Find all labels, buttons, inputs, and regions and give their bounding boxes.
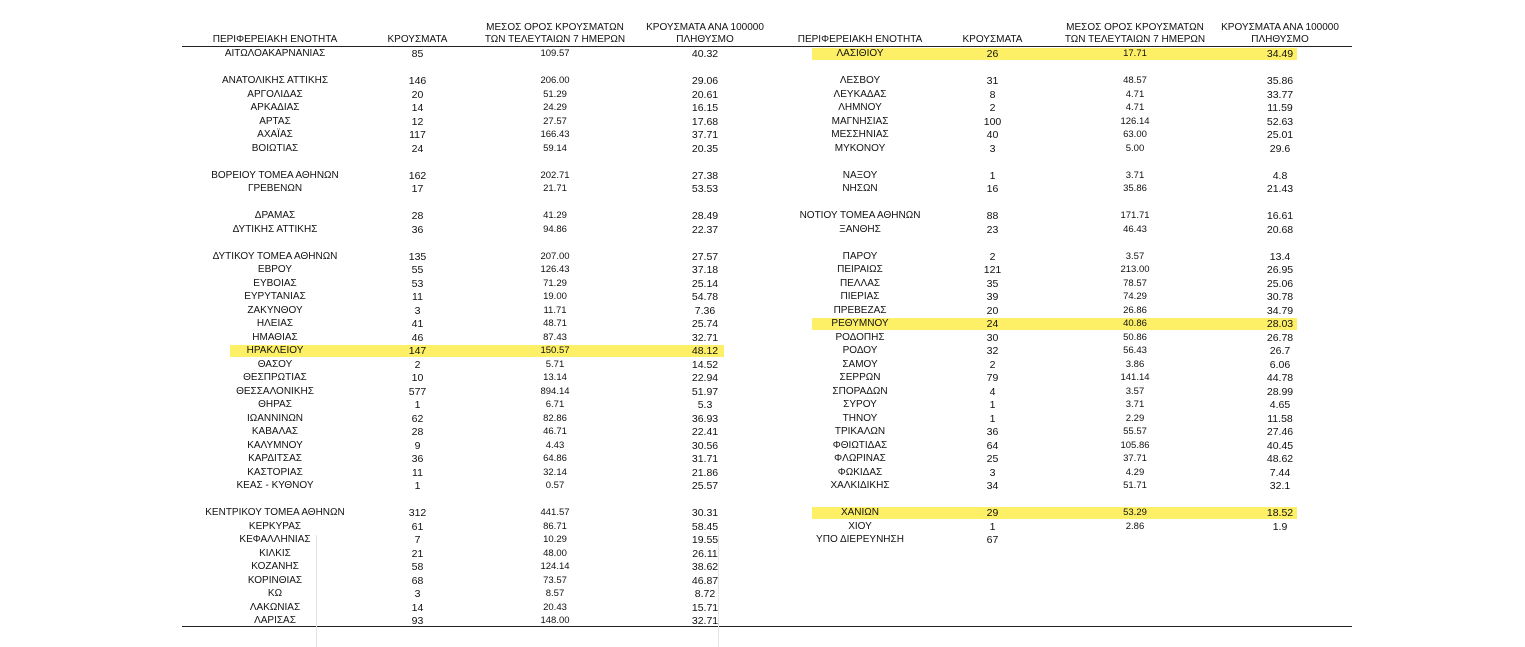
per-100k-cell: 21.43 bbox=[1266, 183, 1294, 195]
region-name-cell: ΒΟΙΩΤΙΑΣ bbox=[251, 142, 299, 154]
avg-7day-cell: 4.43 bbox=[545, 439, 565, 451]
per-100k-cell: 11.58 bbox=[1267, 412, 1293, 425]
cases-cell: 146 bbox=[408, 75, 427, 87]
region-name-cell: ΑΧΑΪΑΣ bbox=[257, 129, 293, 140]
region-name-cell: ΖΑΚΥΝΘΟΥ bbox=[247, 304, 303, 316]
cases-cell: 20 bbox=[411, 88, 424, 101]
region-name-cell: ΠΕΛΛΑΣ bbox=[839, 277, 881, 289]
avg-7day-cell: 213.00 bbox=[1120, 264, 1150, 275]
cases-cell: 117 bbox=[409, 129, 426, 141]
cases-cell: 1 bbox=[414, 480, 421, 492]
avg-7day-cell: 48.71 bbox=[543, 318, 567, 329]
per-100k-cell: 54.78 bbox=[691, 291, 719, 303]
cases-cell: 14 bbox=[411, 102, 424, 114]
avg-7day-cell: 51.29 bbox=[543, 88, 567, 100]
region-name-cell: ΘΑΣΟΥ bbox=[257, 358, 293, 370]
cases-cell: 7 bbox=[414, 534, 421, 546]
avg-7day-cell: 109.57 bbox=[540, 48, 570, 59]
per-100k-cell: 30.31 bbox=[691, 507, 719, 519]
avg-7day-cell: 55.57 bbox=[1123, 426, 1147, 437]
avg-7day-cell: 94.86 bbox=[543, 223, 567, 235]
left-header-per-line1: ΚΡΟΥΣΜΑΤΑ ΑΝΑ 100000 bbox=[646, 22, 764, 33]
region-name-cell: ΝΗΣΩΝ bbox=[842, 183, 878, 194]
cases-cell: 11 bbox=[412, 466, 423, 479]
avg-7day-cell: 32.14 bbox=[543, 466, 567, 478]
cases-cell: 34 bbox=[986, 480, 999, 492]
avg-7day-cell: 206.00 bbox=[540, 75, 570, 86]
per-100k-cell: 27.38 bbox=[691, 169, 719, 182]
cases-cell: 3 bbox=[414, 304, 421, 317]
region-name-cell: ΔΥΤΙΚΗΣ ΑΤΤΙΚΗΣ bbox=[232, 223, 318, 235]
region-name-cell: ΚΕΦΑΛΛΗΝΙΑΣ bbox=[239, 534, 311, 545]
per-100k-cell: 51.97 bbox=[691, 385, 719, 398]
per-100k-cell: 37.71 bbox=[691, 129, 719, 141]
per-100k-cell: 32.71 bbox=[691, 615, 719, 627]
cases-cell: 3 bbox=[989, 466, 996, 479]
per-100k-cell: 37.18 bbox=[691, 264, 719, 276]
avg-7day-cell: 207.00 bbox=[540, 250, 570, 262]
per-100k-cell: 46.87 bbox=[691, 574, 719, 587]
region-name-cell: ΣΕΡΡΩΝ bbox=[839, 372, 881, 383]
region-name-cell: ΣΥΡΟΥ bbox=[843, 399, 877, 410]
region-name-cell: ΡΕΘΥΜΝΟΥ bbox=[831, 318, 889, 329]
per-100k-cell: 29.6 bbox=[1269, 142, 1291, 155]
avg-7day-cell: 171.71 bbox=[1120, 210, 1150, 221]
avg-7day-cell: 3.71 bbox=[1125, 169, 1145, 181]
cases-cell: 64 bbox=[986, 439, 999, 452]
avg-7day-cell: 105.86 bbox=[1120, 439, 1150, 451]
region-name-cell: ΞΑΝΘΗΣ bbox=[839, 223, 881, 235]
region-name-cell: ΔΡΑΜΑΣ bbox=[254, 210, 296, 221]
per-100k-cell: 44.78 bbox=[1266, 372, 1294, 384]
region-name-cell: ΑΡΓΟΛΙΔΑΣ bbox=[247, 88, 303, 100]
per-100k-cell: 26.11 bbox=[692, 547, 718, 560]
per-100k-cell: 40.32 bbox=[691, 48, 719, 60]
per-100k-cell: 16.61 bbox=[1266, 210, 1294, 222]
per-100k-cell: 35.86 bbox=[1266, 75, 1294, 87]
region-name-cell: ΚΙΛΚΙΣ bbox=[259, 547, 291, 559]
avg-7day-cell: 51.71 bbox=[1123, 480, 1147, 491]
cases-cell: 36 bbox=[411, 223, 424, 236]
avg-7day-cell: 87.43 bbox=[543, 331, 567, 343]
cases-cell: 85 bbox=[411, 48, 424, 60]
avg-7day-cell: 202.71 bbox=[540, 169, 570, 181]
region-name-cell: ΛΑΣΙΘΙΟΥ bbox=[836, 48, 884, 59]
per-100k-cell: 38.62 bbox=[691, 561, 719, 573]
region-name-cell: ΚΑΣΤΟΡΙΑΣ bbox=[247, 466, 303, 478]
cases-cell: 68 bbox=[411, 574, 424, 587]
region-name-cell: ΝΑΞΟΥ bbox=[842, 169, 878, 181]
region-name-cell: ΤΗΝΟΥ bbox=[842, 412, 878, 424]
avg-7day-cell: 2.86 bbox=[1125, 520, 1145, 532]
per-100k-cell: 8.72 bbox=[694, 588, 716, 600]
cases-cell: 17 bbox=[411, 183, 424, 195]
per-100k-cell: 18.52 bbox=[1266, 507, 1294, 519]
cases-cell: 1 bbox=[414, 399, 421, 411]
avg-7day-cell: 20.43 bbox=[543, 601, 567, 613]
per-100k-cell: 32.71 bbox=[691, 331, 719, 344]
cases-cell: 55 bbox=[411, 264, 424, 276]
per-100k-cell: 25.14 bbox=[691, 277, 719, 290]
cases-cell: 1 bbox=[989, 169, 996, 182]
avg-7day-cell: 48.57 bbox=[1123, 75, 1147, 86]
per-100k-cell: 40.45 bbox=[1266, 439, 1294, 452]
per-100k-cell: 22.94 bbox=[691, 372, 719, 384]
per-100k-cell: 20.35 bbox=[691, 142, 719, 155]
right-header-avg-line2: ΤΩΝ ΤΕΛΕΥΤΑΙΩΝ 7 ΗΜΕΡΩΝ bbox=[1064, 34, 1206, 45]
region-name-cell: ΛΕΣΒΟΥ bbox=[839, 75, 881, 86]
region-name-cell: ΑΝΑΤΟΛΙΚΗΣ ΑΤΤΙΚΗΣ bbox=[221, 75, 329, 86]
avg-7day-cell: 41.29 bbox=[543, 210, 567, 221]
cases-cell: 1 bbox=[989, 520, 996, 533]
avg-7day-cell: 3.86 bbox=[1125, 358, 1145, 370]
per-100k-cell: 11.59 bbox=[1267, 102, 1293, 114]
cases-cell: 14 bbox=[411, 601, 424, 614]
right-header-cases: ΚΡΟΥΣΜΑΤΑ bbox=[962, 34, 1023, 45]
cases-cell: 3 bbox=[414, 588, 421, 600]
region-name-cell: ΘΗΡΑΣ bbox=[258, 399, 292, 410]
avg-7day-cell: 3.71 bbox=[1125, 399, 1145, 410]
cases-cell: 79 bbox=[986, 372, 999, 384]
cases-cell: 24 bbox=[411, 142, 424, 155]
per-100k-cell: 34.49 bbox=[1266, 48, 1294, 60]
region-name-cell: ΜΑΓΝΗΣΙΑΣ bbox=[831, 115, 889, 127]
per-100k-cell: 31.71 bbox=[691, 453, 719, 465]
avg-7day-cell: 40.86 bbox=[1123, 318, 1147, 329]
region-name-cell: ΧΙΟΥ bbox=[848, 520, 872, 532]
cases-cell: 2 bbox=[414, 358, 421, 371]
cases-cell: 2 bbox=[989, 102, 996, 114]
per-100k-cell: 33.77 bbox=[1266, 88, 1294, 101]
cases-cell: 1 bbox=[989, 412, 996, 425]
cases-cell: 36 bbox=[411, 453, 424, 465]
cases-cell: 31 bbox=[986, 75, 999, 87]
avg-7day-cell: 11.71 bbox=[543, 304, 567, 316]
region-name-cell: ΕΥΒΟΙΑΣ bbox=[253, 277, 297, 289]
avg-7day-cell: 141.14 bbox=[1120, 372, 1150, 383]
avg-7day-cell: 24.29 bbox=[543, 102, 567, 113]
left-header-cases: ΚΡΟΥΣΜΑΤΑ bbox=[387, 34, 448, 45]
avg-7day-cell: 8.57 bbox=[545, 588, 565, 599]
cases-cell: 35 bbox=[986, 277, 999, 290]
per-100k-cell: 22.41 bbox=[691, 426, 719, 438]
region-name-cell: ΚΑΡΔΙΤΣΑΣ bbox=[248, 453, 302, 464]
region-name-cell: ΥΠΟ ΔΙΕΡΕΥΝΗΣΗ bbox=[816, 534, 904, 545]
region-name-cell: ΚΩ bbox=[267, 588, 283, 599]
region-name-cell: ΘΕΣΠΡΩΤΙΑΣ bbox=[243, 372, 307, 383]
per-100k-cell: 58.45 bbox=[691, 520, 719, 533]
right-header-region: ΠΕΡΙΦΕΡΕΙΑΚΗ ΕΝΟΤΗΤΑ bbox=[797, 34, 923, 45]
per-100k-cell: 26.95 bbox=[1266, 264, 1294, 276]
cases-cell: 29 bbox=[986, 507, 999, 519]
per-100k-cell: 21.86 bbox=[691, 466, 719, 479]
cases-cell: 36 bbox=[986, 426, 999, 438]
avg-7day-cell: 5.71 bbox=[545, 358, 565, 370]
avg-7day-cell: 59.14 bbox=[543, 142, 567, 154]
per-100k-cell: 14.52 bbox=[691, 358, 719, 371]
cases-cell: 1 bbox=[989, 399, 996, 411]
avg-7day-cell: 3.57 bbox=[1125, 385, 1145, 397]
per-100k-cell: 20.68 bbox=[1266, 223, 1294, 236]
avg-7day-cell: 17.71 bbox=[1123, 48, 1147, 59]
avg-7day-cell: 126.14 bbox=[1120, 115, 1150, 127]
per-100k-cell: 29.06 bbox=[691, 75, 719, 87]
per-100k-cell: 32.1 bbox=[1269, 480, 1291, 492]
region-name-cell: ΚΟΡΙΝΘΙΑΣ bbox=[247, 574, 303, 586]
region-name-cell: ΕΥΡΥΤΑΝΙΑΣ bbox=[244, 291, 306, 302]
avg-7day-cell: 73.57 bbox=[543, 574, 567, 586]
left-header-per-line2: ΠΛΗΘΥΣΜΟ bbox=[676, 34, 734, 45]
avg-7day-cell: 37.71 bbox=[1123, 453, 1147, 464]
avg-7day-cell: 46.71 bbox=[543, 426, 567, 437]
per-100k-cell: 30.56 bbox=[691, 439, 719, 452]
region-name-cell: ΦΩΚΙΔΑΣ bbox=[837, 466, 883, 478]
cases-cell: 67 bbox=[986, 534, 999, 546]
right-header-per-line1: ΚΡΟΥΣΜΑΤΑ ΑΝΑ 100000 bbox=[1221, 22, 1339, 33]
region-name-cell: ΙΩΑΝΝΙΝΩΝ bbox=[246, 412, 304, 424]
region-name-cell: ΜΥΚΟΝΟΥ bbox=[834, 142, 886, 154]
per-100k-cell: 34.79 bbox=[1266, 304, 1294, 317]
region-name-cell: ΚΑΒΑΛΑΣ bbox=[251, 426, 299, 437]
per-100k-cell: 4.8 bbox=[1272, 169, 1288, 182]
region-name-cell: ΧΑΛΚΙΔΙΚΗΣ bbox=[830, 480, 890, 491]
region-name-cell: ΚΕΑΣ - ΚΥΘΝΟΥ bbox=[236, 480, 314, 491]
avg-7day-cell: 3.57 bbox=[1125, 250, 1145, 262]
cases-cell: 11 bbox=[412, 291, 423, 303]
avg-7day-cell: 4.71 bbox=[1125, 88, 1145, 100]
avg-7day-cell: 5.00 bbox=[1125, 142, 1145, 154]
cases-cell: 61 bbox=[411, 520, 424, 533]
cases-cell: 3 bbox=[989, 142, 996, 155]
per-100k-cell: 19.55 bbox=[691, 534, 719, 546]
cases-cell: 2 bbox=[989, 250, 996, 263]
cases-cell: 41 bbox=[411, 318, 424, 330]
region-name-cell: ΘΕΣΣΑΛΟΝΙΚΗΣ bbox=[236, 385, 314, 397]
per-100k-cell: 25.57 bbox=[691, 480, 719, 492]
left-header-avg bbox=[480, 22, 630, 46]
region-name-cell: ΛΗΜΝΟΥ bbox=[838, 102, 882, 113]
cases-cell: 10 bbox=[411, 372, 424, 384]
per-100k-cell: 16.15 bbox=[691, 102, 719, 114]
avg-7day-cell: 74.29 bbox=[1123, 291, 1147, 302]
cases-cell: 100 bbox=[983, 115, 1002, 128]
region-name-cell: ΧΑΝΙΩΝ bbox=[840, 507, 880, 518]
region-name-cell: ΑΡΤΑΣ bbox=[259, 115, 291, 127]
region-name-cell: ΡΟΔΟΠΗΣ bbox=[835, 331, 885, 343]
per-100k-cell: 13.4 bbox=[1269, 250, 1291, 263]
cases-cell: 25 bbox=[986, 453, 999, 465]
region-name-cell: ΣΑΜΟΥ bbox=[842, 358, 878, 370]
region-name-cell: ΦΛΩΡΙΝΑΣ bbox=[834, 453, 886, 464]
cases-cell: 30 bbox=[986, 331, 999, 344]
avg-7day-cell: 21.71 bbox=[543, 183, 567, 194]
cases-cell: 40 bbox=[986, 129, 999, 141]
cases-cell: 93 bbox=[411, 615, 424, 627]
cases-cell: 312 bbox=[408, 507, 427, 519]
avg-7day-cell: 35.86 bbox=[1123, 183, 1147, 194]
cases-cell: 58 bbox=[411, 561, 424, 573]
cases-cell: 12 bbox=[411, 115, 424, 128]
avg-7day-cell: 148.00 bbox=[540, 615, 570, 626]
region-name-cell: ΦΘΙΩΤΙΔΑΣ bbox=[832, 439, 888, 451]
region-name-cell: ΛΕΥΚΑΔΑΣ bbox=[833, 88, 887, 100]
per-100k-cell: 25.01 bbox=[1266, 129, 1294, 141]
region-name-cell: ΗΛΕΙΑΣ bbox=[256, 318, 294, 329]
avg-7day-cell: 46.43 bbox=[1123, 223, 1147, 235]
per-100k-cell: 25.74 bbox=[691, 318, 719, 330]
per-100k-cell: 7.36 bbox=[694, 304, 716, 317]
region-name-cell: ΗΡΑΚΛΕΙΟΥ bbox=[246, 345, 304, 356]
per-100k-cell: 36.93 bbox=[691, 412, 719, 425]
region-name-cell: ΠΕΙΡΑΙΩΣ bbox=[837, 264, 883, 275]
cases-cell: 39 bbox=[986, 291, 999, 303]
right-header-avg-line1: ΜΕΣΟΣ ΟΡΟΣ ΚΡΟΥΣΜΑΤΩΝ bbox=[1066, 22, 1204, 33]
cases-cell: 2 bbox=[989, 358, 996, 371]
region-name-cell: ΚΑΛΥΜΝΟΥ bbox=[247, 439, 303, 451]
per-100k-cell: 26.7 bbox=[1269, 345, 1291, 357]
avg-7day-cell: 78.57 bbox=[1123, 277, 1147, 289]
per-100k-cell: 28.03 bbox=[1266, 318, 1294, 330]
cases-cell: 147 bbox=[408, 345, 427, 357]
avg-7day-cell: 56.43 bbox=[1123, 345, 1147, 356]
region-name-cell: ΛΑΚΩΝΙΑΣ bbox=[249, 601, 301, 613]
per-100k-cell: 15.71 bbox=[691, 601, 719, 614]
avg-7day-cell: 2.29 bbox=[1125, 412, 1145, 424]
per-100k-cell: 28.49 bbox=[691, 210, 719, 222]
cases-cell: 162 bbox=[408, 169, 427, 182]
cases-cell: 9 bbox=[414, 439, 421, 452]
avg-7day-cell: 82.86 bbox=[543, 412, 567, 424]
cases-cell: 62 bbox=[411, 412, 424, 425]
per-100k-cell: 48.12 bbox=[691, 345, 719, 357]
header-rule bbox=[182, 46, 1352, 47]
avg-7day-cell: 19.00 bbox=[543, 291, 567, 302]
cases-cell: 28 bbox=[411, 210, 424, 222]
per-100k-cell: 48.62 bbox=[1266, 453, 1294, 465]
cases-cell: 16 bbox=[986, 183, 999, 195]
cases-cell: 26 bbox=[986, 48, 999, 60]
region-name-cell: ΕΒΡΟΥ bbox=[257, 264, 293, 275]
per-100k-cell: 52.63 bbox=[1266, 115, 1294, 128]
cases-cell: 24 bbox=[986, 318, 999, 330]
cases-cell: 20 bbox=[986, 304, 999, 317]
region-name-cell: ΠΙΕΡΙΑΣ bbox=[840, 291, 880, 302]
avg-7day-cell: 48.00 bbox=[543, 547, 567, 559]
per-100k-cell: 6.06 bbox=[1269, 358, 1291, 371]
region-name-cell: ΣΠΟΡΑΔΩΝ bbox=[832, 385, 888, 397]
avg-7day-cell: 4.29 bbox=[1125, 466, 1145, 478]
per-100k-cell: 25.06 bbox=[1266, 277, 1294, 290]
avg-7day-cell: 71.29 bbox=[543, 277, 567, 289]
cases-cell: 4 bbox=[989, 385, 996, 398]
avg-7day-cell: 53.29 bbox=[1123, 507, 1147, 518]
region-name-cell: ΚΕΡΚΥΡΑΣ bbox=[248, 520, 302, 532]
avg-7day-cell: 4.71 bbox=[1125, 102, 1145, 113]
avg-7day-cell: 64.86 bbox=[543, 453, 567, 464]
cases-cell: 28 bbox=[411, 426, 424, 438]
avg-7day-cell: 50.86 bbox=[1123, 331, 1147, 343]
region-name-cell: ΗΜΑΘΙΑΣ bbox=[252, 331, 298, 343]
cases-cell: 46 bbox=[411, 331, 424, 344]
left-header-region: ΠΕΡΙΦΕΡΕΙΑΚΗ ΕΝΟΤΗΤΑ bbox=[212, 34, 338, 45]
region-name-cell: ΠΡΕΒΕΖΑΣ bbox=[833, 304, 887, 316]
per-100k-cell: 26.78 bbox=[1266, 331, 1294, 344]
region-name-cell: ΜΕΣΣΗΝΙΑΣ bbox=[831, 129, 889, 140]
per-100k-cell: 20.61 bbox=[691, 88, 719, 101]
per-100k-cell: 5.3 bbox=[697, 399, 713, 411]
avg-7day-cell: 0.57 bbox=[545, 480, 565, 491]
per-100k-cell: 7.44 bbox=[1269, 466, 1291, 479]
right-header-per bbox=[1205, 22, 1355, 46]
region-name-cell: ΚΟΖΑΝΗΣ bbox=[251, 561, 299, 572]
per-100k-cell: 4.65 bbox=[1269, 399, 1291, 411]
per-100k-cell: 22.37 bbox=[691, 223, 719, 236]
avg-7day-cell: 10.29 bbox=[543, 534, 567, 545]
region-name-cell: ΑΙΤΩΛΟΑΚΑΡΝΑΝΙΑΣ bbox=[224, 48, 326, 59]
region-name-cell: ΡΟΔΟΥ bbox=[842, 345, 878, 356]
per-100k-cell: 30.78 bbox=[1266, 291, 1294, 303]
left-header-avg-line2: ΤΩΝ ΤΕΛΕΥΤΑΙΩΝ 7 ΗΜΕΡΩΝ bbox=[484, 34, 626, 45]
per-100k-cell: 27.46 bbox=[1266, 426, 1294, 438]
region-name-cell: ΠΑΡΟΥ bbox=[842, 250, 878, 262]
cases-cell: 53 bbox=[411, 277, 424, 290]
per-100k-cell: 1.9 bbox=[1272, 520, 1288, 533]
avg-7day-cell: 13.14 bbox=[543, 372, 567, 383]
avg-7day-cell: 6.71 bbox=[545, 399, 565, 410]
region-name-cell: ΒΟΡΕΙΟΥ ΤΟΜΕΑ ΑΘΗΝΩΝ bbox=[211, 169, 339, 181]
avg-7day-cell: 86.71 bbox=[543, 520, 567, 532]
region-name-cell: ΑΡΚΑΔΙΑΣ bbox=[250, 102, 300, 113]
right-header-avg bbox=[1060, 22, 1210, 46]
per-100k-cell: 53.53 bbox=[691, 183, 719, 195]
avg-7day-cell: 166.43 bbox=[540, 129, 570, 140]
right-header-per-line2: ΠΛΗΘΥΣΜΟ bbox=[1251, 34, 1309, 45]
avg-7day-cell: 441.57 bbox=[540, 507, 570, 518]
region-name-cell: ΛΑΡΙΣΑΣ bbox=[254, 615, 296, 626]
avg-7day-cell: 124.14 bbox=[540, 561, 570, 572]
region-name-cell: ΔΥΤΙΚΟΥ ΤΟΜΕΑ ΑΘΗΝΩΝ bbox=[212, 250, 338, 262]
avg-7day-cell: 150.57 bbox=[540, 345, 570, 356]
avg-7day-cell: 894.14 bbox=[540, 385, 570, 397]
avg-7day-cell: 27.57 bbox=[543, 115, 567, 127]
cases-cell: 21 bbox=[411, 547, 424, 560]
region-name-cell: ΤΡΙΚΑΛΩΝ bbox=[834, 426, 886, 437]
cases-cell: 23 bbox=[986, 223, 999, 236]
left-header-avg-line1: ΜΕΣΟΣ ΟΡΟΣ ΚΡΟΥΣΜΑΤΩΝ bbox=[486, 22, 624, 33]
cases-cell: 577 bbox=[408, 385, 427, 398]
cases-cell: 8 bbox=[989, 88, 996, 101]
cases-cell: 135 bbox=[408, 250, 427, 263]
region-name-cell: ΝΟΤΙΟΥ ΤΟΜΕΑ ΑΘΗΝΩΝ bbox=[799, 210, 921, 221]
avg-7day-cell: 63.00 bbox=[1123, 129, 1147, 140]
avg-7day-cell: 126.43 bbox=[540, 264, 570, 275]
per-100k-cell: 28.99 bbox=[1266, 385, 1294, 398]
cases-cell: 121 bbox=[983, 264, 1002, 276]
region-name-cell: ΓΡΕΒΕΝΩΝ bbox=[247, 183, 303, 194]
per-100k-cell: 27.57 bbox=[691, 250, 719, 263]
cases-cell: 88 bbox=[986, 210, 999, 222]
per-100k-cell: 17.68 bbox=[691, 115, 719, 128]
avg-7day-cell: 26.86 bbox=[1123, 304, 1147, 316]
cases-cell: 32 bbox=[986, 345, 999, 357]
left-header-per bbox=[630, 22, 780, 46]
region-name-cell: ΚΕΝΤΡΙΚΟΥ ΤΟΜΕΑ ΑΘΗΝΩΝ bbox=[205, 507, 345, 518]
